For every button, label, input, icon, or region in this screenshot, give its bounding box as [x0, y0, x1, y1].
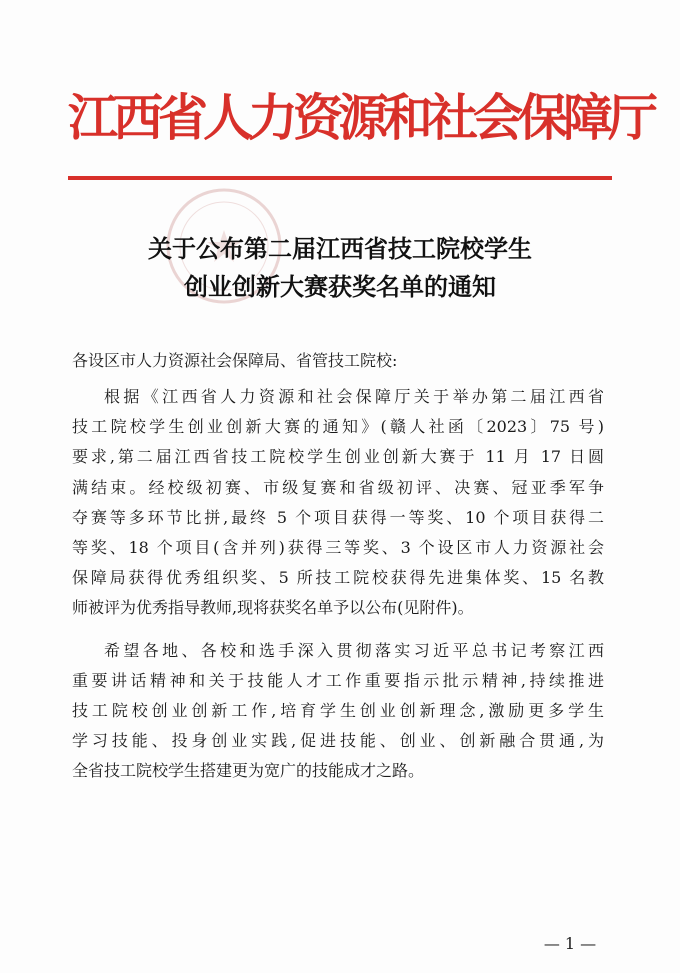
document-body: [72, 382, 604, 786]
paragraph-gap: [72, 624, 604, 636]
paragraph-line: 技工院校创业创新工作,培育学生创业创新理念,激励更多学生: [72, 700, 604, 720]
paragraph-line: 要求,第二届江西省技工院校学生创业创新大赛于 11 月 17 日圆: [72, 447, 604, 467]
red-divider-line: [68, 176, 612, 180]
paragraph-line: 根据《江西省人力资源和社会保障厅关于举办第二届江西省: [104, 387, 604, 406]
paragraph-line: 全省技工院校学生搭建更为宽广的技能成才之路。: [72, 761, 425, 781]
document-title-line-2: 创业创新大赛获奖名单的通知: [184, 272, 496, 301]
addressee: 各设区市人力资源社会保障局、省管技工院校:: [72, 351, 398, 370]
paragraph-line: 等奖、18 个项目(含并列)获得三等奖、3 个设区市人力资源社会: [72, 537, 604, 557]
page-number: — 1 —: [543, 934, 597, 953]
paragraph-line: 夺赛等多环节比拼,最终 5 个项目获得一等奖、10 个项目获得二: [72, 507, 604, 527]
document-title-line-1: 关于公布第二届江西省技工院校学生: [148, 234, 532, 263]
paragraph-line: 保障局获得优秀组织奖、5 所技工院校获得先进集体奖、15 名教: [72, 568, 604, 588]
paragraph-1: [72, 382, 604, 624]
paragraph-line: 技工院校学生创业创新大赛的通知》(赣人社函〔2023〕75 号): [72, 417, 604, 437]
agency-header: 江西省人力资源和社会保障厅: [68, 88, 653, 147]
paragraph-2: [72, 636, 604, 787]
paragraph-line: 师被评为优秀指导教师,现将获奖名单予以公布(见附件)。: [72, 598, 474, 618]
paragraph-line: 重要讲话精神和关于技能人才工作重要指示批示精神,持续推进: [72, 670, 604, 690]
paragraph-line: 满结束。经校级初赛、市级复赛和省级初评、决赛、冠亚季军争: [72, 477, 604, 497]
paragraph-line: 希望各地、各校和选手深入贯彻落实习近平总书记考察江西: [104, 640, 604, 660]
document-title: [68, 230, 612, 306]
paragraph-line: 学习技能、投身创业实践,促进技能、创业、创新融合贯通,为: [72, 731, 604, 751]
